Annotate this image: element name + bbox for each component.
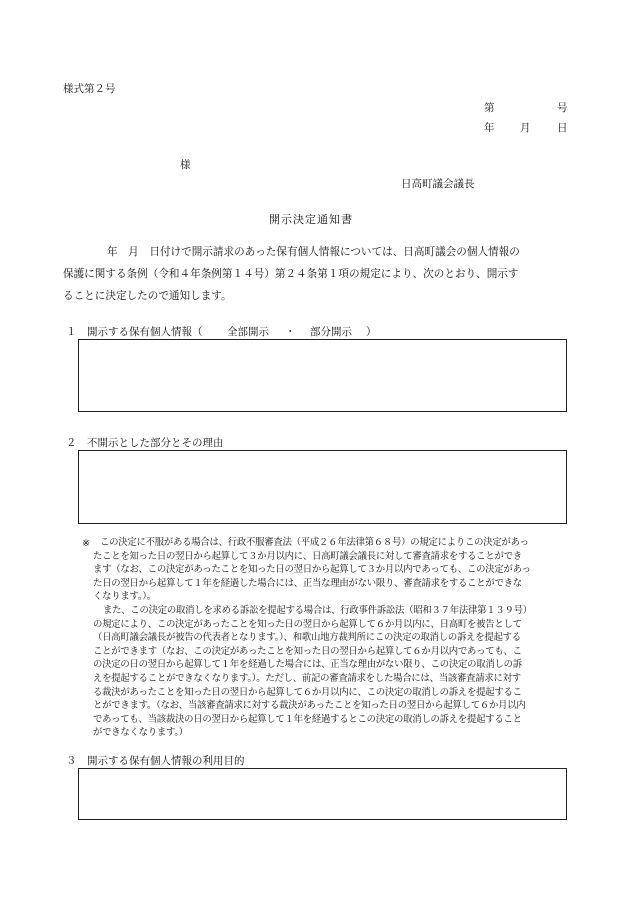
form-number: 様式第２号 — [63, 83, 116, 95]
section1-number: １ — [66, 326, 77, 338]
note-line: の決定の日の翌日から起算して１年を経過した場合には、正当な理由がない限り、この決定の取消しの訴 — [93, 659, 522, 671]
note-line: る裁決があったことを知った日の翌日から起算して６か月以内に、この決定の取消しの訴えを提起するこ — [93, 686, 522, 698]
note-line: た日の翌日から起算して１年を経過した場合には、正当な理由がない限り、審査請求をすることができな — [93, 577, 522, 589]
note-line: また、この決定の取消しを求める訴訟を提起する場合は、行政事件訴訟法（昭和３７年法律第１３９号） — [103, 604, 532, 616]
section2-number: ２ — [66, 437, 77, 449]
issue-number-prefix: 第 — [484, 102, 495, 114]
note-line: ができなくなります。） — [93, 727, 188, 739]
section1-label: 開示する保有個人情報（ — [87, 326, 203, 338]
section1-close: ） — [366, 326, 377, 338]
note-line: たことを知った日の翌日から起算して３か月以内に、日高町議会議長に対して審査請求をすることができ — [93, 550, 522, 562]
appeal-note — [93, 536, 532, 740]
addressee-suffix: 様 — [180, 159, 191, 171]
body-line: 保護に関する条例（令和４年条例第１４号）第２４条第１項の規定により、次のとおり、開示す — [63, 268, 519, 280]
section1-option-partial: 部分開示 — [310, 326, 352, 338]
note-line: くなります。）。 — [93, 591, 156, 603]
note-line: とができます。（なお、当該審査請求に対する裁決があったことを知った日の翌日から起算して６か月以内 — [93, 700, 526, 712]
section1-option-full: 全部開示 — [227, 326, 269, 338]
sender: 日高町議会議長 — [401, 178, 475, 190]
note-line: ことができます（なお、この決定があったことを知った日の翌日から起算して６か月以内であっても、こ — [93, 645, 522, 657]
section1-content-box — [78, 339, 567, 412]
section3-number: ３ — [66, 755, 77, 767]
issue-day: 日 — [557, 122, 568, 134]
issue-month: 月 — [520, 122, 531, 134]
issue-number-suffix: 号 — [557, 102, 568, 114]
section3-label: 開示する保有個人情報の利用目的 — [87, 755, 245, 767]
note-line: ます（なお、この決定があったことを知った日の翌日から起算して３か月以内であっても、この決定があっ — [93, 564, 531, 576]
note-line: の規定により、この決定があったことを知った日の翌日から起算して６か月以内に、日高町を被告として — [93, 618, 522, 630]
note-line: この決定に不服がある場合は、行政不服審査法（平成２６年法律第６８号）の規定によりこの決定があっ — [100, 537, 529, 548]
note-mark: ※ — [82, 538, 91, 549]
body-paragraph — [63, 241, 520, 307]
section2-content-box — [78, 450, 567, 524]
body-line: 年 月 日付けで開示請求のあった保有個人情報については、日高町議会の個人情報の — [107, 246, 520, 258]
section1-separator: ・ — [285, 326, 296, 338]
section2-label: 不開示とした部分とその理由 — [87, 437, 224, 449]
note-line: えを提起することができなくなります。）。ただし、前記の審査請求をした場合には、当該審査請求に対す — [93, 672, 521, 684]
note-line: であっても、当該裁決の日の翌日から起算して１年を経過するとこの決定の取消しの訴えを提起すること — [93, 713, 522, 725]
note-line: （日高町議会議長が被告の代表者となります。）、和歌山地方裁判所にこの決定の取消しの訴えを提起する — [93, 632, 521, 644]
body-line: ることに決定したので通知します。 — [63, 290, 232, 302]
section3-content-box — [78, 768, 567, 820]
issue-year: 年 — [484, 122, 495, 134]
document-title: 開示決定通知書 — [269, 213, 353, 226]
